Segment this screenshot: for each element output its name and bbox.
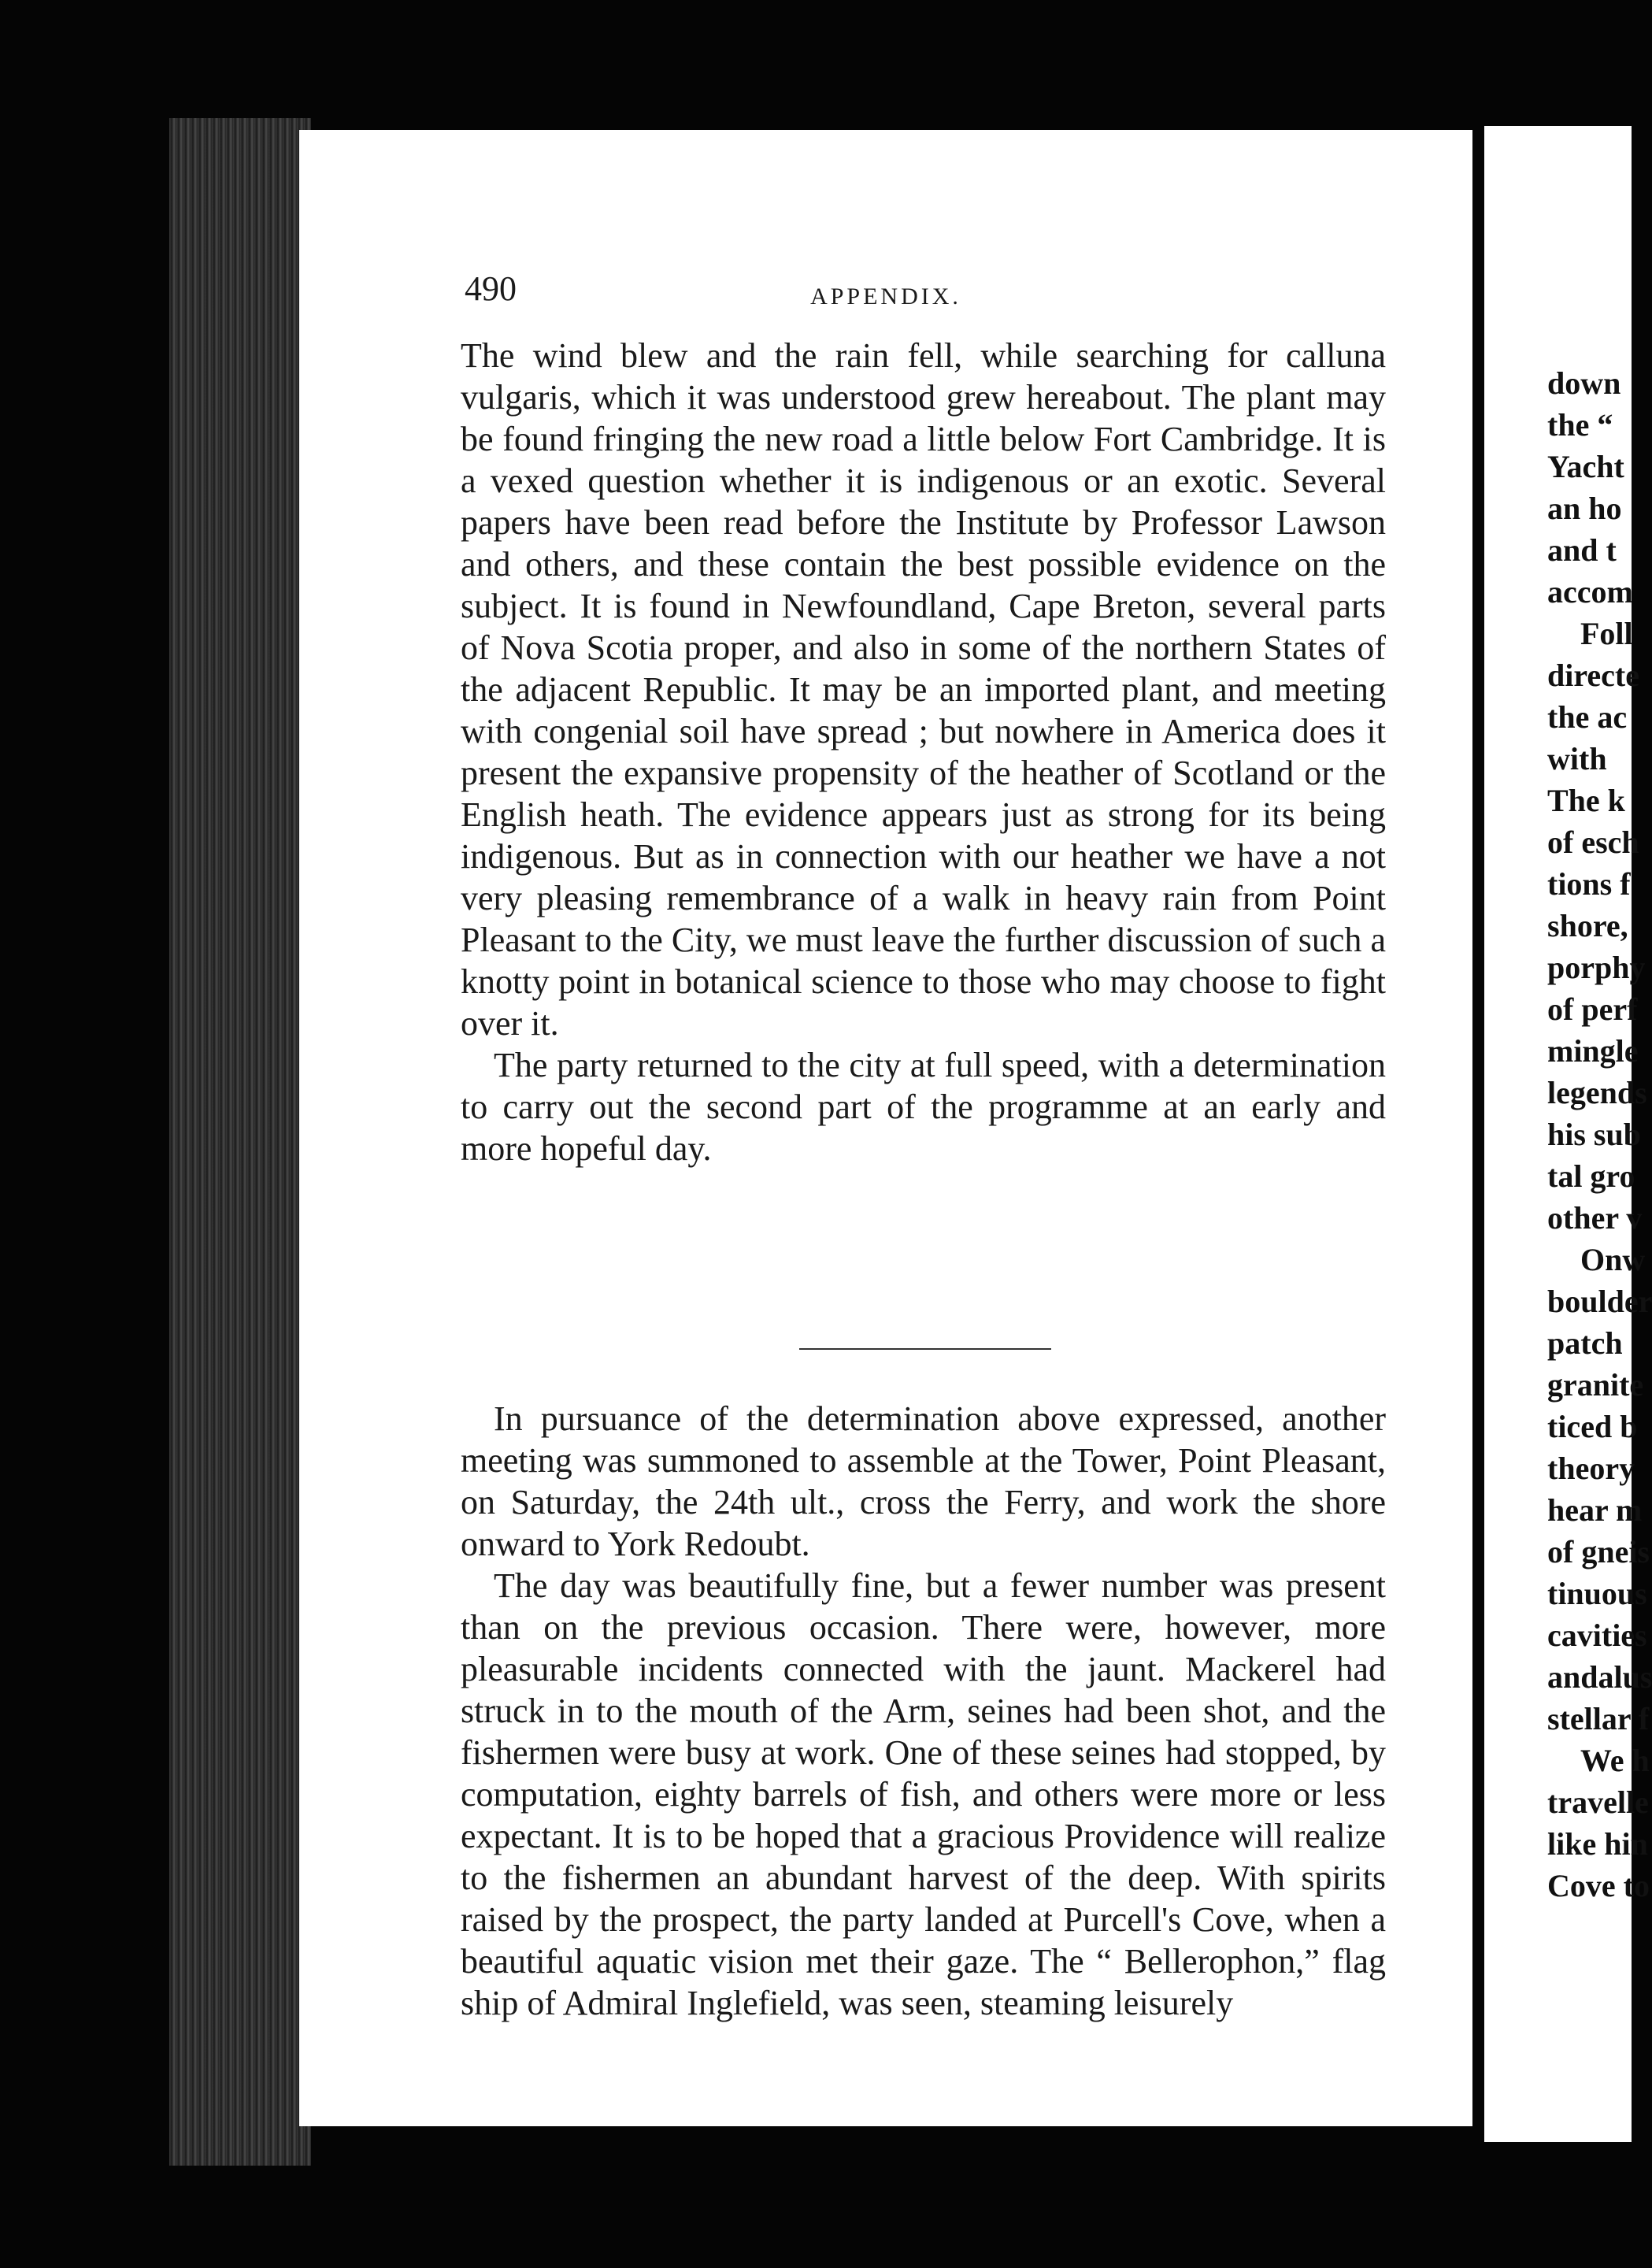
line-fragment: like hin bbox=[1547, 1826, 1648, 1862]
line-fragment: down bbox=[1547, 365, 1621, 401]
line-fragment: tions f bbox=[1547, 866, 1631, 902]
line-fragment: cavities bbox=[1547, 1618, 1647, 1653]
line-fragment: The k bbox=[1547, 783, 1625, 818]
line-fragment: andalus bbox=[1547, 1659, 1652, 1695]
paragraph: The party returned to the city at full speed, with a determination to carry out the second part of the programme at an early and more hopeful day. bbox=[461, 1046, 1386, 1168]
line-fragment: granite bbox=[1547, 1367, 1644, 1403]
line-fragment: patch bbox=[1547, 1325, 1623, 1361]
line-fragment: the ac bbox=[1547, 699, 1628, 735]
line-fragment: porphy bbox=[1547, 950, 1646, 985]
left-page bbox=[299, 130, 1472, 2126]
paragraph: In pursuance of the determination above expressed, another meeting was summoned to assemble at the Tower, Point Pleasant, on Saturday, the 24th ult., cross the Ferry, and work the shore onward to York Redoubt. bbox=[461, 1399, 1386, 1563]
right-page-fragments bbox=[1547, 362, 1652, 1907]
line-fragment: hear m bbox=[1547, 1492, 1643, 1528]
line-fragment: boulder bbox=[1547, 1284, 1652, 1319]
line-fragment: Yacht bbox=[1547, 449, 1624, 484]
line-fragment: accom bbox=[1547, 574, 1633, 610]
line-fragment: stellar f bbox=[1547, 1701, 1650, 1736]
paragraph: The wind blew and the rain fell, while searching for calluna vulgaris, which it was understood grew hereabout. The plant may be found fringing the new road a little below Fort Cambridge. It is a vexed question whether it is indigenous or an exotic. Several papers have been read before the Institute by Professor Lawson and others, and these contain the best possible evidence on the subject. It is found in Newfoundland, Cape Breton, several parts of Nova Scotia proper, and also in some of the northern States of the adjacent Republic. It may be an imported plant, and meeting with congenial soil have spread ; but nowhere in America does it present the expansive propensity of the heather of Scotland or the English heath. The evidence appears just as strong for its being indigenous. But as in connection with our heather we have a not very pleasing remembrance of a walk in heavy rain from Point Pleasant to the City, we must leave the further discussion of such a knotty point in botanical science to those who may choose to fight over it. bbox=[461, 336, 1386, 1043]
book-gutter bbox=[169, 118, 311, 2166]
page-number: 490 bbox=[465, 269, 517, 308]
running-head: APPENDIX. bbox=[810, 284, 961, 309]
line-fragment: mingle bbox=[1547, 1033, 1639, 1069]
line-fragment: shore, bbox=[1547, 908, 1628, 943]
line-fragment: of esch bbox=[1547, 825, 1639, 860]
line-fragment: his sub bbox=[1547, 1117, 1641, 1152]
line-fragment: of perf bbox=[1547, 991, 1638, 1027]
line-fragment: Foll bbox=[1580, 616, 1633, 651]
paragraph: The day was beautifully fine, but a fewer number was present than on the previous occasion. There were, however, more pleasurable incidents connected with the jaunt. Mackerel had struck in to the mouth of the Arm, seines had been shot, and the fishermen were busy at work. One of these seines had stopped, by computation, eighty barrels of fish, and others were more or less expectant. It is to be hoped that a gracious Providence will realize to the fishermen an abundant harvest of the deep. With spirits raised by the prospect, the party landed at Purcell's Cove, when a beautiful aquatic vision met their gaze. The “ Bellerophon,” flag ship of Admiral Inglefield, was seen, steaming leisurely bbox=[461, 1566, 1386, 2022]
line-fragment: We h bbox=[1580, 1743, 1650, 1778]
line-fragment: an ho bbox=[1547, 491, 1622, 526]
line-fragment: directe bbox=[1547, 658, 1639, 693]
section-2 bbox=[461, 1398, 1386, 2024]
line-fragment: tal gro bbox=[1547, 1158, 1635, 1194]
line-fragment: tinuous bbox=[1547, 1576, 1647, 1611]
section-divider bbox=[799, 1348, 1051, 1350]
line-fragment: the “ bbox=[1547, 407, 1613, 443]
line-fragment: legends bbox=[1547, 1075, 1647, 1110]
line-fragment: Onw bbox=[1580, 1242, 1646, 1277]
line-fragment: travelle bbox=[1547, 1784, 1649, 1820]
line-fragment: with bbox=[1547, 741, 1607, 776]
line-fragment: of gneis bbox=[1547, 1534, 1650, 1569]
line-fragment: ticed b bbox=[1547, 1409, 1638, 1444]
line-fragment: and t bbox=[1547, 532, 1617, 568]
line-fragment: Cove to bbox=[1547, 1868, 1650, 1903]
right-page bbox=[1484, 126, 1652, 2142]
line-fragment: theory bbox=[1547, 1451, 1635, 1486]
section-1 bbox=[461, 335, 1386, 1169]
line-fragment: other v bbox=[1547, 1200, 1643, 1236]
